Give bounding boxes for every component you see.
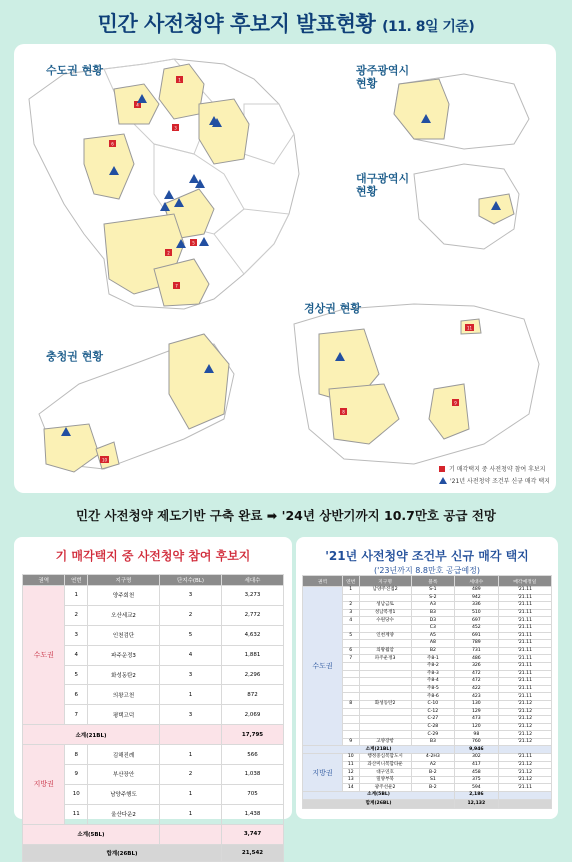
table-cell: '21.12 <box>498 776 551 784</box>
table-cell: 1 <box>65 586 88 606</box>
table-cell: 691 <box>455 632 499 640</box>
region-title-chungcheong: 충청권 현황 <box>46 350 103 363</box>
table-cell: 120 <box>455 723 499 731</box>
table-cell: 1,881 <box>222 645 284 665</box>
legend-blue-triangle-icon <box>439 477 447 484</box>
table-cell: 14 <box>342 784 359 792</box>
table-cell <box>342 624 359 632</box>
table-cell: '21.11 <box>498 602 551 610</box>
table-cell: 10 <box>65 784 88 804</box>
table-cell: 1 <box>342 587 359 595</box>
table-row: 소계(5BL) 2,186 <box>303 792 552 800</box>
table-cell: 489 <box>455 587 499 595</box>
table-cell: '21.11 <box>498 754 551 762</box>
region-title-gyeongsang: 경상권 현황 <box>304 302 361 315</box>
table-cell: B-2 <box>411 769 454 777</box>
table-cell: 1,438 <box>222 804 284 824</box>
table-cell: 1 <box>159 745 221 765</box>
table-cell: 오산세교2 <box>88 605 160 625</box>
table-cell: 2 <box>65 605 88 625</box>
table-cell: 수원당수 <box>359 617 411 625</box>
table-cell: 3 <box>159 586 221 606</box>
table-cell: 과산미니복합타운 <box>359 761 411 769</box>
svg-text:8: 8 <box>342 409 345 415</box>
table-cell: 행정중심복합도시 <box>359 754 411 762</box>
table-cell: 1 <box>159 784 221 804</box>
table-cell: '21.11 <box>498 647 551 655</box>
table-cell: 11 <box>342 761 359 769</box>
svg-text:5: 5 <box>192 240 195 246</box>
table-cell: '21.12 <box>498 708 551 716</box>
table-cell: 7 <box>65 705 88 725</box>
map-legend: 기 매각택지 중 사전청약 참여 후보지 '21년 사전청약 조건부 신규 매각 택지 <box>439 464 550 488</box>
table-cell: 10 <box>342 754 359 762</box>
table-cell: '21.11 <box>498 587 551 595</box>
table-cell <box>359 716 411 724</box>
table-cell: C-12 <box>411 708 454 716</box>
region-cell: 수도권 <box>303 587 343 746</box>
table-cell: 422 <box>455 685 499 693</box>
table-cell <box>342 716 359 724</box>
table-cell: 5 <box>342 632 359 640</box>
table-cell: '21.11 <box>498 693 551 701</box>
table-cell: 6 <box>342 647 359 655</box>
table-cell: 의왕고천 <box>88 685 160 705</box>
table-cell: 130 <box>455 700 499 708</box>
table-cell: 3 <box>342 609 359 617</box>
table-cell: 326 <box>455 662 499 670</box>
table-cell: 731 <box>455 647 499 655</box>
table-cell: 화성동탄2 <box>359 700 411 708</box>
table-cell: 주8-6 <box>411 693 454 701</box>
table-row: 소계(21BL) 17,795 <box>23 725 284 745</box>
table-cell: '21.12 <box>498 738 551 746</box>
table-cell: 9 <box>65 765 88 785</box>
table-cell <box>342 594 359 602</box>
table-cell: A2 <box>411 761 454 769</box>
region-cell: 수도권 <box>23 586 65 725</box>
table-cell: '21.12 <box>498 769 551 777</box>
table-cell: '21.11 <box>498 662 551 670</box>
table-cell: 2,069 <box>222 705 284 725</box>
table-cell: 12 <box>342 769 359 777</box>
table-cell: 주8-1 <box>411 655 454 663</box>
table-cell: '21.12 <box>498 761 551 769</box>
svg-text:4: 4 <box>136 102 139 108</box>
table-cell: S-2 <box>411 594 454 602</box>
table-cell: 705 <box>222 784 284 804</box>
table-cell: B3 <box>411 609 454 617</box>
table-cell <box>359 693 411 701</box>
table-cell <box>359 640 411 648</box>
table-cell: 510 <box>455 609 499 617</box>
table-cell <box>359 708 411 716</box>
table-cell: 주8-2 <box>411 662 454 670</box>
svg-text:3: 3 <box>174 125 177 131</box>
region-title-daegu: 대구광역시 현황 <box>356 172 410 198</box>
table-cell: 872 <box>222 685 284 705</box>
right-table-title: '21년 사전청약 조건부 신규 매각 택지 <box>325 549 529 563</box>
table-cell: 942 <box>455 594 499 602</box>
table-cell <box>359 731 411 739</box>
table-cell: 594 <box>455 784 499 792</box>
table-cell: 760 <box>455 738 499 746</box>
table-cell: 고양장항 <box>359 738 411 746</box>
table-cell <box>342 662 359 670</box>
table-row: 소계(5BL) 3,747 <box>23 824 284 844</box>
region-cell: 지방권 <box>23 745 65 825</box>
table-cell: 5 <box>159 625 221 645</box>
table-cell: C-27 <box>411 716 454 724</box>
table-cell: C-10 <box>411 700 454 708</box>
table-cell: '21.12 <box>498 731 551 739</box>
table-cell <box>359 624 411 632</box>
table-cell: 양주회천 <box>88 586 160 606</box>
table-cell: 472 <box>455 678 499 686</box>
table-cell: 화성동탄2 <box>88 665 160 685</box>
table-cell: 대구연호 <box>359 769 411 777</box>
table-cell: '21.11 <box>498 624 551 632</box>
table-cell: '21.11 <box>498 784 551 792</box>
table-cell: 2,296 <box>222 665 284 685</box>
table-cell <box>342 640 359 648</box>
table-cell: 5 <box>65 665 88 685</box>
table-cell: 울산다운2 <box>88 804 160 824</box>
table-row: 소계(21BL) 9,946 <box>303 746 552 754</box>
table-cell: 1 <box>159 685 221 705</box>
table-cell: 주8-4 <box>411 678 454 686</box>
table-cell <box>342 670 359 678</box>
table-cell <box>359 670 411 678</box>
table-cell: 4 <box>159 645 221 665</box>
svg-text:7: 7 <box>175 283 178 289</box>
table-cell: '21.11 <box>498 594 551 602</box>
existing-sites-table: 권역 연번 지구명 단지수(BL) 세대수 수도권 1 양주회천 3 3,273 2 오산세교2 2 2,772 3 인천검단 5 4,632 4 파주운정3 4 1,881 5 화성동탄2 3 2,296 6 의왕고천 1 872 7 평택고덕 3 2,069 소계(21BL) 17,795 지방권 8 김해진례 1 566 9 부산장안 2 1,038 10 남양주행도 1 705 11 울산다운2 1 1,438 소계(5BL) 3,747 합계(26BL) 21,542 <box>22 574 284 862</box>
map-illustration <box>14 44 556 493</box>
table-cell: 주8-3 <box>411 670 454 678</box>
table-cell: '21.11 <box>498 655 551 663</box>
table-row <box>23 586 284 606</box>
svg-text:1: 1 <box>178 77 181 83</box>
table-cell: 566 <box>222 745 284 765</box>
table-cell: 7 <box>342 655 359 663</box>
svg-text:6: 6 <box>111 141 114 147</box>
table-cell: '21.12 <box>498 700 551 708</box>
summary-banner: 민간 사전청약 제도기반 구축 완료 ➡ '24년 상반기까지 10.7만호 공급 전망 <box>75 508 496 523</box>
table-cell: A8 <box>411 640 454 648</box>
table-cell: 417 <box>455 761 499 769</box>
table-cell <box>359 685 411 693</box>
table-cell: 375 <box>455 776 499 784</box>
page-title: 민간 사전청약 후보지 발표현황 (11. 8일 기준) <box>97 12 475 36</box>
table-cell: 336 <box>455 602 499 610</box>
table-cell <box>342 723 359 731</box>
table-cell: 성남복정1 <box>359 609 411 617</box>
table-cell: 697 <box>455 617 499 625</box>
table-cell: '21.12 <box>498 723 551 731</box>
table-cell: 4,632 <box>222 625 284 645</box>
table-cell: 6 <box>65 685 88 705</box>
table-cell: 11 <box>65 804 88 824</box>
table-cell: 4 <box>65 645 88 665</box>
table-cell: 4-2H3 <box>411 754 454 762</box>
table-cell: S-1 <box>411 587 454 595</box>
svg-text:11: 11 <box>466 325 473 331</box>
table-cell: 주8-5 <box>411 685 454 693</box>
table-row: 합계(26BL) 12,132 <box>303 799 552 808</box>
table-cell: '21.11 <box>498 609 551 617</box>
table-cell: D3 <box>411 617 454 625</box>
table-cell: 452 <box>455 624 499 632</box>
table-row: 합계(26BL) 21,542 <box>23 844 284 861</box>
table-cell: 3,273 <box>222 586 284 606</box>
table-cell: 2 <box>159 605 221 625</box>
table-cell <box>342 731 359 739</box>
table-cell: 남양주진접2 <box>359 587 411 595</box>
table-cell: '21.11 <box>498 670 551 678</box>
left-table-title: 기 매각택지 중 사전청약 참여 후보지 <box>55 549 251 563</box>
table-cell: 3 <box>65 625 88 645</box>
table-cell: 1,038 <box>222 765 284 785</box>
table-row <box>303 587 552 595</box>
table-cell: 2 <box>342 602 359 610</box>
table-cell: 성남금토 <box>359 602 411 610</box>
table-cell: 486 <box>455 655 499 663</box>
table-cell <box>342 678 359 686</box>
table-cell: 의왕월암 <box>359 647 411 655</box>
table-cell <box>359 723 411 731</box>
table-cell: 472 <box>455 670 499 678</box>
table-cell <box>359 678 411 686</box>
table-cell <box>342 708 359 716</box>
table-cell: '21.11 <box>498 678 551 686</box>
legend-red-square-icon <box>439 466 445 472</box>
table-cell <box>359 594 411 602</box>
table-row <box>23 745 284 765</box>
table-cell: 4 <box>342 617 359 625</box>
table-cell: 458 <box>455 769 499 777</box>
table-cell: 인천검단 <box>88 625 160 645</box>
right-table-subtitle: ('23년까지 8.8만호 공급예정) <box>374 566 480 575</box>
table-cell: 302 <box>455 754 499 762</box>
table-cell: 129 <box>455 708 499 716</box>
table-cell: B2 <box>411 647 454 655</box>
table-cell: B-2 <box>411 784 454 792</box>
region-title-capital: 수도권 현황 <box>46 64 103 77</box>
table-cell: 파주운정3 <box>359 655 411 663</box>
table-cell: A3 <box>411 602 454 610</box>
table-cell: 8 <box>342 700 359 708</box>
table-cell: 9 <box>342 738 359 746</box>
table-row <box>303 754 552 762</box>
table-cell <box>359 662 411 670</box>
table-cell: '21.11 <box>498 685 551 693</box>
table-cell: 3 <box>159 705 221 725</box>
table-cell: 2 <box>159 765 221 785</box>
table-cell: C-29 <box>411 731 454 739</box>
table-cell: 광주선운2 <box>359 784 411 792</box>
svg-text:10: 10 <box>101 457 108 463</box>
table-cell: C3 <box>411 624 454 632</box>
table-cell: 평택고덕 <box>88 705 160 725</box>
table-cell: 98 <box>455 731 499 739</box>
table-cell: '21.12 <box>498 716 551 724</box>
table-cell: 인천계양 <box>359 632 411 640</box>
region-title-gwangju: 광주광역시 현황 <box>356 64 410 90</box>
table-cell: C-28 <box>411 723 454 731</box>
new-sites-table: 권역 연번 지구명 블록 세대수 매각예정일 수도권 1 남양주진접2 S-1 489 '21.11 S-2 942 '21.11 2 성남금토 A3 336 '21.11 3 성남복정1 B3 510 '21.11 4 수원당수 D3 697 '21.11 C3 452 '21.11 5 인천계양 A5 691 '21.11 A8 789 '21.11 6 의왕월암 B2 731 '21.11 7 파주운정3 주8-1 486 '21.11 주8-2 326 '21.11 주8-3 472 '21.11 주8-4 472 '21.11 주8-5 422 '21.11 주8-6 423 '21.11 8 화성동탄2 C-10 130 '21.12 C-12 129 '21.12 C-27 473 '21.12 C-28 120 '21.12 C-29 98 '21.12 9 고양장항 B3 760 '21.12 소계(21BL) 9,946 지방권 10 행정중심복합도시 4-2H3 302 '21.11 11 과산미니복합타운 A2 417 '21.12 12 대구연호 B-2 458 '21.12 13 밀양부북 S1 375 '21.12 14 광주선운2 B-2 594 '21.11 소계(5BL) 2,186 합계(26BL) 12,132 <box>302 575 552 809</box>
table-cell: 423 <box>455 693 499 701</box>
table-cell: 김해진례 <box>88 745 160 765</box>
table-cell: 473 <box>455 716 499 724</box>
new-sites-panel <box>296 537 558 819</box>
region-cell: 지방권 <box>303 754 343 792</box>
table-cell: 1 <box>159 804 221 824</box>
table-cell: 부산장안 <box>88 765 160 785</box>
table-cell: '21.11 <box>498 617 551 625</box>
table-cell: 밀양부북 <box>359 776 411 784</box>
table-cell: B3 <box>411 738 454 746</box>
table-cell: '21.11 <box>498 632 551 640</box>
table-cell: S1 <box>411 776 454 784</box>
table-cell: 13 <box>342 776 359 784</box>
table-cell: 3 <box>159 665 221 685</box>
svg-text:9: 9 <box>454 400 457 406</box>
table-cell: 2,772 <box>222 605 284 625</box>
table-cell <box>342 693 359 701</box>
table-cell: A5 <box>411 632 454 640</box>
svg-text:2: 2 <box>167 250 170 256</box>
table-cell: 남양주행도 <box>88 784 160 804</box>
map-panel <box>14 44 556 493</box>
table-cell: '21.11 <box>498 640 551 648</box>
table-cell <box>342 685 359 693</box>
table-cell: 8 <box>65 745 88 765</box>
existing-sites-panel <box>14 537 292 857</box>
table-cell: 파주운정3 <box>88 645 160 665</box>
table-cell: 789 <box>455 640 499 648</box>
